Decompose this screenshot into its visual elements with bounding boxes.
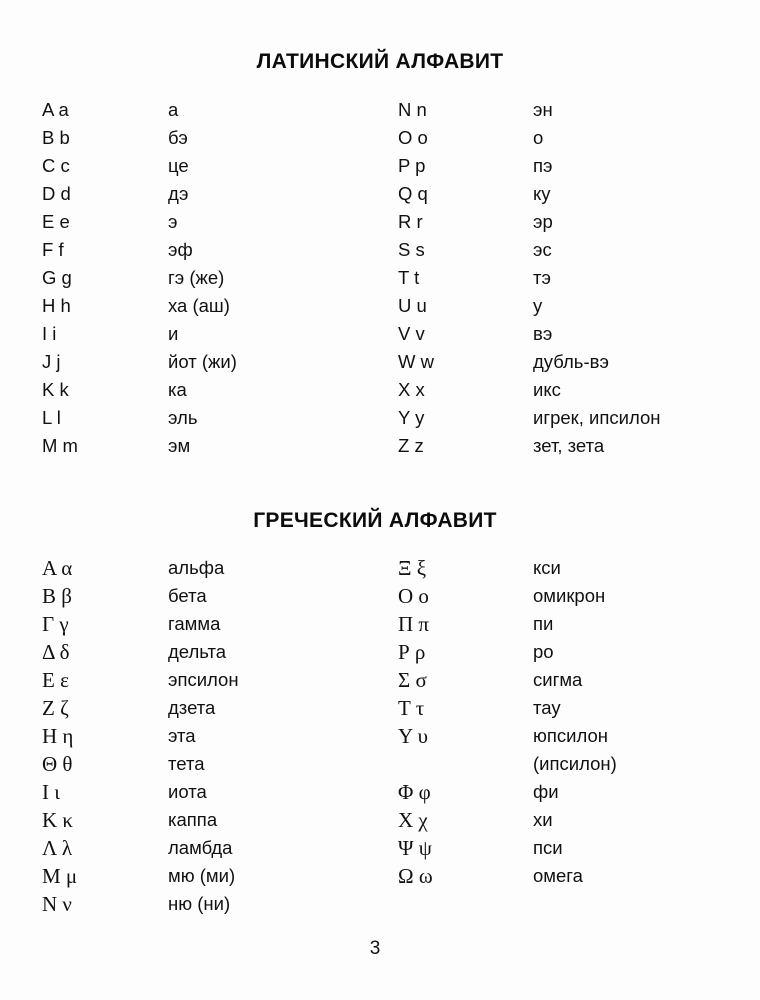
letter-pair: Φ φ — [398, 780, 431, 804]
letter-name: ламбда — [168, 837, 233, 858]
letter-name: дубль-вэ — [533, 351, 609, 372]
letter-pair: Ρ ρ — [398, 640, 426, 664]
letter-pair: X x — [398, 379, 425, 400]
letter-pair: Ζ ζ — [42, 696, 69, 720]
letter-name: бэ — [168, 127, 188, 148]
letter-pair: Ν ν — [42, 892, 72, 916]
letter-name: эр — [533, 211, 553, 232]
letter-pair: R r — [398, 211, 423, 232]
letter-pair: N n — [398, 99, 427, 120]
letter-pair: Ξ ξ — [398, 556, 427, 580]
letter-pair: C c — [42, 155, 70, 176]
letter-pair: Β β — [42, 584, 72, 608]
letter-pair: B b — [42, 127, 70, 148]
letter-name: игрек, ипсилон — [533, 407, 661, 428]
letter-name: ро — [533, 641, 554, 662]
letter-pair: S s — [398, 239, 425, 260]
letter-pair: G g — [42, 267, 72, 288]
page-number: 3 — [369, 938, 381, 959]
letter-pair: Θ θ — [42, 752, 73, 776]
letter-name: и — [168, 323, 179, 344]
letter-pair: Σ σ — [398, 668, 427, 692]
letter-name: иота — [168, 781, 207, 802]
letter-pair: T t — [398, 267, 420, 288]
letter-name: эс — [533, 239, 552, 260]
letter-name: кси — [533, 557, 561, 578]
letter-name: ка — [168, 379, 187, 400]
letter-pair: Κ κ — [42, 808, 73, 832]
letter-pair: Ε ε — [42, 668, 69, 692]
letter-name: фи — [533, 781, 559, 802]
letter-name: эн — [533, 99, 553, 120]
letter-name: сигма — [533, 669, 583, 690]
letter-pair: Μ μ — [42, 864, 78, 888]
letter-pair: Ω ω — [398, 864, 433, 888]
letter-name: эпсилон — [168, 669, 239, 690]
letter-pair: E e — [42, 211, 70, 232]
letter-name: каппа — [168, 809, 218, 830]
letter-name: це — [168, 155, 189, 176]
letter-name: омега — [533, 865, 583, 886]
letter-name: бета — [168, 585, 207, 606]
letter-name: э — [168, 211, 178, 232]
letter-name: пси — [533, 837, 563, 858]
letter-name: тау — [533, 697, 561, 718]
letter-pair: Q q — [398, 183, 428, 204]
letter-name: мю (ми) — [168, 865, 236, 886]
letter-pair: H h — [42, 295, 71, 316]
letter-pair: J j — [42, 351, 61, 372]
letter-pair: Α α — [42, 556, 73, 580]
letter-name: эф — [168, 239, 193, 260]
letter-name: гамма — [168, 613, 221, 634]
letter-name: тета — [168, 753, 205, 774]
letter-pair: Z z — [398, 435, 424, 456]
letter-name: зет, зета — [533, 435, 605, 456]
letter-pair: Δ δ — [42, 640, 70, 664]
letter-name: гэ (же) — [168, 267, 225, 288]
letter-name: омикрон — [533, 585, 606, 606]
letter-name: тэ — [533, 267, 551, 288]
letter-pair: Γ γ — [42, 612, 69, 636]
letter-name: у — [533, 295, 543, 316]
letter-pair: Τ τ — [398, 696, 425, 720]
letter-name: вэ — [533, 323, 553, 344]
letter-pair: A a — [42, 99, 69, 120]
letter-name: пи — [533, 613, 554, 634]
letter-name: йот (жи) — [168, 351, 237, 372]
letter-name: икс — [533, 379, 561, 400]
letter-pair: Ψ ψ — [398, 836, 432, 860]
letter-pair: W w — [398, 351, 434, 372]
letter-name: эм — [168, 435, 191, 456]
letter-name: дзета — [168, 697, 216, 718]
letter-pair: U u — [398, 295, 427, 316]
letter-pair: Y y — [398, 407, 425, 428]
letter-name: пэ — [533, 155, 553, 176]
latin-alphabet-title: ЛАТИНСКИЙ АЛФАВИТ — [256, 50, 504, 73]
letter-pair: M m — [42, 435, 78, 456]
letter-name: ню (ни) — [168, 893, 231, 914]
letter-name: ку — [533, 183, 551, 204]
letter-name: эль — [168, 407, 198, 428]
letter-name: дельта — [168, 641, 227, 662]
letter-name: альфа — [168, 557, 225, 578]
letter-name: дэ — [168, 183, 189, 204]
letter-name: о — [533, 127, 544, 148]
letter-name: (ипсилон) — [533, 753, 617, 774]
letter-pair: K k — [42, 379, 69, 400]
greek-alphabet-title: ГРЕЧЕСКИЙ АЛФАВИТ — [253, 509, 497, 532]
letter-pair: Χ χ — [398, 808, 428, 832]
letter-name: юпсилон — [533, 725, 608, 746]
letter-pair: Π π — [398, 612, 430, 636]
letter-pair: Ο ο — [398, 584, 429, 608]
letter-name: эта — [168, 725, 196, 746]
letter-pair: F f — [42, 239, 64, 260]
letter-pair: P p — [398, 155, 426, 176]
letter-name: а — [168, 99, 179, 120]
letter-pair: Η η — [42, 724, 74, 748]
letter-pair: Ι ι — [42, 780, 60, 804]
letter-name: ха (аш) — [168, 295, 230, 316]
letter-pair: O o — [398, 127, 428, 148]
letter-pair: Υ υ — [398, 724, 429, 748]
letter-pair: Λ λ — [42, 836, 73, 860]
letter-name: хи — [533, 809, 553, 830]
letter-pair: L l — [42, 407, 61, 428]
letter-pair: I i — [42, 323, 57, 344]
letter-pair: V v — [398, 323, 425, 344]
letter-pair: D d — [42, 183, 71, 204]
